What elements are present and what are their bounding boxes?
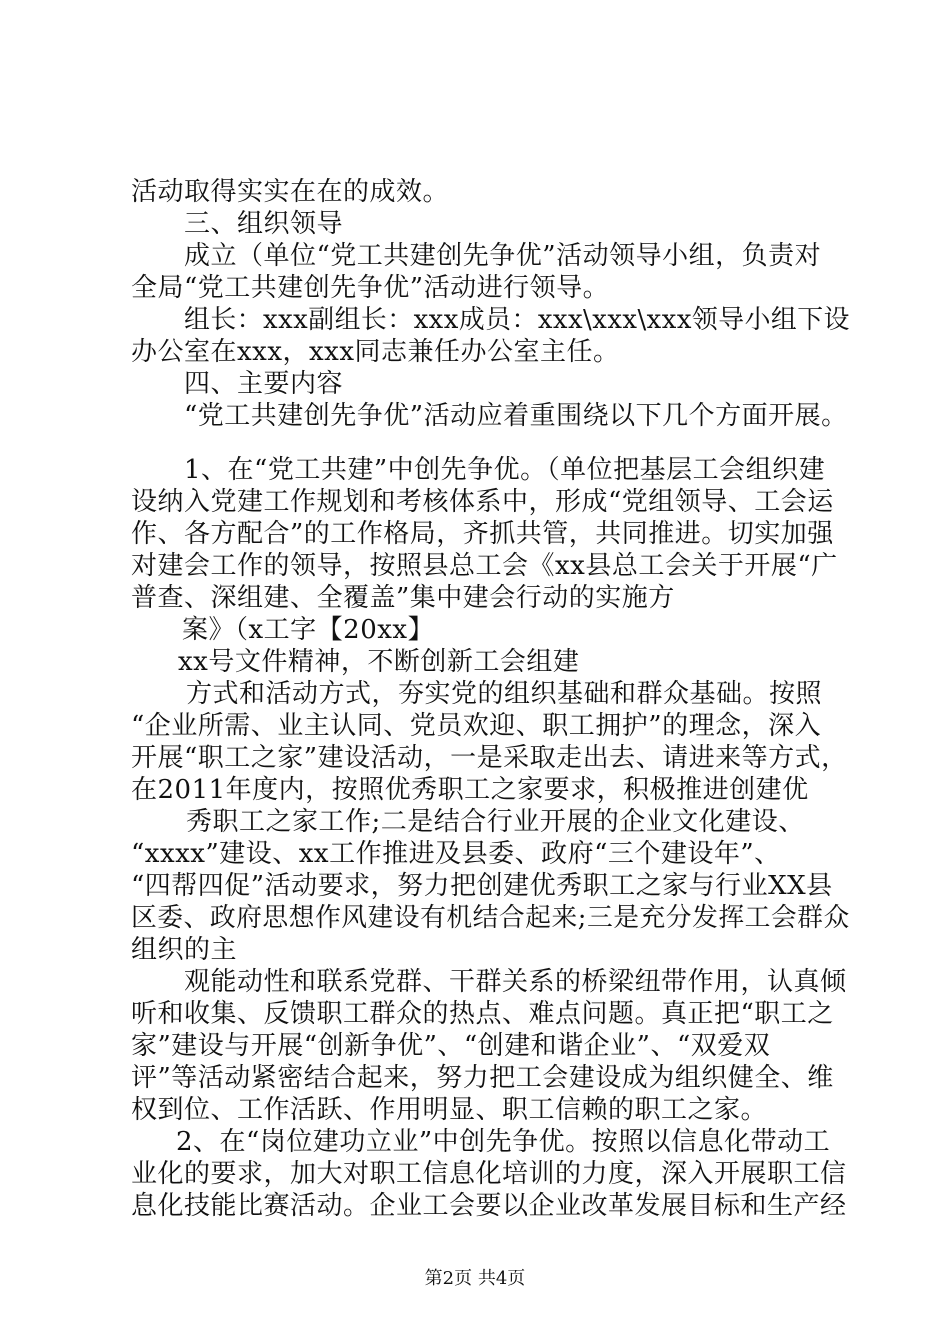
text-line: 办公室在xxx，xxx同志兼任办公室主任。 xyxy=(131,337,620,367)
text-line: 成立（单位“党工共建创先争优”活动领导小组，负责对 xyxy=(184,241,822,271)
text-line: 对建会工作的领导，按照县总工会《xx县总工会关于开展“广 xyxy=(131,551,838,581)
text-line: 业化的要求，加大对职工信息化培训的力度，深入开展职工信 xyxy=(131,1159,847,1189)
text-line: 组织的主 xyxy=(131,935,238,965)
text-line: 全局“党工共建创先争优”活动进行领导。 xyxy=(131,273,610,303)
text-line: “四帮四促”活动要求，努力把创建优秀职工之家与行业XX县 xyxy=(131,871,833,901)
text-line: “企业所需、业主认同、党员欢迎、职工拥护”的理念，深入 xyxy=(131,711,822,741)
text-line: 开展“职工之家”建设活动，一是采取走出去、请进来等方式， xyxy=(131,743,848,773)
text-line: 秀职工之家工作;二是结合行业开展的企业文化建设、 xyxy=(186,807,805,837)
text-line: “xxxx”建设、xx工作推进及县委、政府“三个建设年”、 xyxy=(131,839,781,869)
text-line: 评”等活动紧密结合起来，努力把工会建设成为组织健全、维 xyxy=(131,1063,834,1093)
text-line: 息化技能比赛活动。企业工会要以企业改革发展目标和生产经 xyxy=(131,1191,847,1221)
text-line: 1、在“党工共建”中创先争优。（单位把基层工会组织建 xyxy=(184,455,826,485)
text-line: “党工共建创先争优”活动应着重围绕以下几个方面开展。 xyxy=(184,401,848,431)
page-footer: 第2页 共4页 xyxy=(424,1268,526,1289)
section-heading: 三、组织领导 xyxy=(184,209,344,239)
text-line: 2、在“岗位建功立业”中创先争优。按照以信息化带动工 xyxy=(176,1127,831,1157)
text-line: 在2011年度内，按照优秀职工之家要求，积极推进创建优 xyxy=(131,775,809,805)
text-line: 作、各方配合”的工作格局，齐抓共管，共同推进。切实加强 xyxy=(131,519,834,549)
text-line: 听和收集、反馈职工群众的热点、难点问题。真正把“职工之 xyxy=(131,999,834,1029)
text-line: 组长：xxx副组长：xxx成员：xxx\xxx\xxx领导小组下设 xyxy=(184,305,850,335)
text-line: 权到位、工作活跃、作用明显、职工信赖的职工之家。 xyxy=(131,1095,768,1125)
section-heading: 四、主要内容 xyxy=(184,369,344,399)
text-line: 家”建设与开展“创新争优”、“创建和谐企业”、“双爱双 xyxy=(131,1031,771,1061)
text-line: 区委、政府思想作风建设有机结合起来;三是充分发挥工会群众 xyxy=(131,903,850,933)
text-line: 设纳入党建工作规划和考核体系中，形成“党组领导、工会运 xyxy=(131,487,834,517)
text-line: 案》（x工字【20xx】 xyxy=(182,615,435,645)
text-line: 活动取得实实在在的成效。 xyxy=(131,177,450,207)
text-line: 普查、深组建、全覆盖”集中建会行动的实施方 xyxy=(131,583,675,613)
text-line: xx号文件精神，不断创新工会组建 xyxy=(178,647,580,677)
text-line: 方式和活动方式，夯实党的组织基础和群众基础。按照 xyxy=(186,679,823,709)
text-line: 观能动性和联系党群、干群关系的桥梁纽带作用，认真倾 xyxy=(184,967,847,997)
